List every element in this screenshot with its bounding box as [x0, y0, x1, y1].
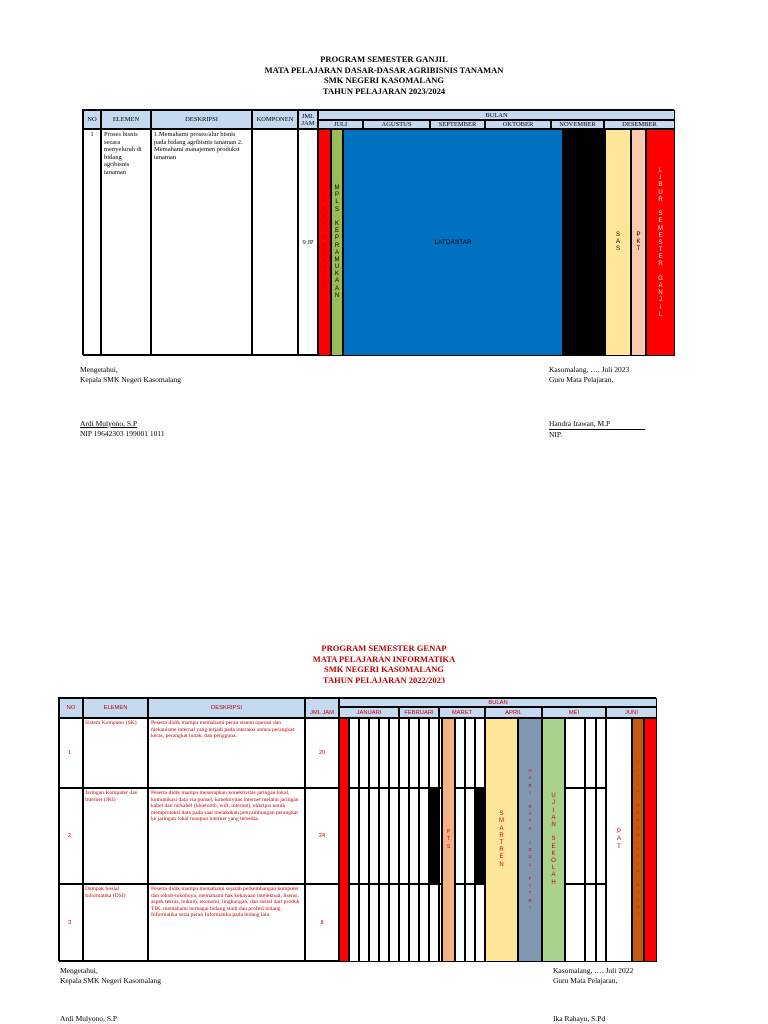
- row-no: 1: [83, 129, 101, 356]
- band-hari-raya: [518, 718, 542, 962]
- week-cell: [389, 718, 399, 788]
- sign-left-line1: Mengetahui,: [60, 966, 98, 975]
- band-pat-text: P A T: [616, 829, 621, 850]
- month-januari: JANUARI: [339, 707, 399, 718]
- band-mpls: [331, 129, 343, 356]
- week-cell: [565, 884, 585, 962]
- sign-left-nip: NIP 19642303 199001 1011: [80, 429, 165, 438]
- doc2-sign-left: [60, 966, 161, 986]
- band-ujian: [542, 718, 565, 962]
- row2-deskripsi: Peserta didik mampu menerapkan konektivitas jaringan lokal, komunikasi data via ponsel, konektivitas internet melalui jaringan kabel dan nirkabel (bluetooth, wifi, internet), enkripsi untuk memproteksi data pada saat melakukan penyambungan perangkat ke jaringan lokal maupun internet yang tersedia.: [148, 788, 305, 884]
- doc1-sign-right: [549, 365, 629, 385]
- band-pkt: [631, 129, 646, 356]
- row3-jam: 8: [305, 884, 339, 962]
- band-orange: [632, 718, 644, 962]
- week-cell: [359, 718, 369, 788]
- week-cell: [399, 884, 409, 962]
- doc2-title: [0, 643, 768, 685]
- week-cell: [475, 718, 485, 788]
- band-pkt-text: P K T: [636, 231, 641, 253]
- month-juni: JUNI: [606, 707, 657, 718]
- week-cell: [369, 788, 379, 884]
- week-cell: [419, 884, 429, 962]
- sign-right-line1: Kasomalang, …. Juli 2022: [553, 966, 634, 975]
- doc2-title-line: PROGRAM SEMESTER GENAP: [321, 643, 447, 653]
- header-no: NO: [59, 698, 83, 718]
- doc1-title-line: PROGRAM SEMESTER GANJIL: [320, 54, 448, 64]
- month-mei: MEI: [542, 707, 606, 718]
- header-jml-jam: JML JAM: [298, 110, 318, 129]
- header-no: NO: [83, 110, 101, 129]
- week-cell: [379, 718, 389, 788]
- week-cell: [409, 884, 419, 962]
- band-libur-semester: [318, 129, 331, 356]
- band-sas: [605, 129, 631, 356]
- week-cell: [379, 884, 389, 962]
- header-deskripsi: DESKRIPSI: [151, 110, 252, 129]
- month-april: APRIL: [485, 707, 542, 718]
- week-cell: [455, 884, 465, 962]
- week-cell: [389, 788, 399, 884]
- header-elemen: ELEMEN: [83, 698, 148, 718]
- band-pat: [606, 718, 632, 962]
- doc2-title-line: SMK NEGERI KASOMALANG: [324, 664, 444, 674]
- week-cell: [475, 884, 485, 962]
- week-cell: [419, 788, 429, 884]
- band-november-black: [563, 129, 605, 356]
- sign-left-name: Ardi Mulyono, S.P: [80, 419, 138, 428]
- doc2-sign-right: [553, 966, 633, 986]
- band-latdastar: LATDASTAR: [343, 129, 563, 356]
- month-desember: DESEMBER: [604, 120, 675, 129]
- row-komponen: [252, 129, 298, 356]
- week-cell: [465, 884, 475, 962]
- header-elemen: ELEMEN: [101, 110, 151, 129]
- row2-elemen: Jaringan Komputer dan Internet (JKI): [83, 788, 148, 884]
- row1-deskripsi: Peserta didik mampu memahami peran sistem operasi dan mekanisme internal yang terjadi pada interaksi antara perangkat keras, perangkat lunak, dan pengguna.: [148, 718, 305, 788]
- month-oktober: OKTOBER: [485, 120, 551, 129]
- month-september: SEPTEMBER: [430, 120, 485, 129]
- band-hari-raya-text: H A R I R A Y A I D U L F I T R I: [528, 768, 532, 910]
- month-februari: FEBRUARI: [399, 707, 439, 718]
- row2-no: 2: [59, 788, 83, 884]
- doc2-title-line: TAHUN PELAJARAN 2022/2023: [322, 674, 446, 685]
- row-jam: 9 JP: [298, 129, 318, 356]
- week-cell: [379, 788, 389, 884]
- week-cell: [349, 884, 359, 962]
- band-red-start: [339, 718, 349, 962]
- week-cell: [359, 788, 369, 884]
- doc2-table: [58, 697, 656, 961]
- week-cell: [565, 718, 585, 788]
- doc1-title-line: SMK NEGERI KASOMALANG: [324, 75, 444, 85]
- row3-elemen: Dampak Sosial Informatika (DSI): [83, 884, 148, 962]
- week-cell: [596, 788, 606, 884]
- row2-jam: 24: [305, 788, 339, 884]
- header-bulan: BULAN: [318, 110, 675, 120]
- row-deskripsi: 1.Memahami proses/alur bisnis pada bidang agribisnis tanaman 2. Memahami manajemen produksi tanaman: [151, 129, 252, 356]
- band-pts: [442, 718, 455, 962]
- sign-right-line1: Kasomalang, …. Juli 2023: [549, 365, 630, 374]
- band-libur-semester-text: L I B U R S E M E S T E R: [322, 192, 327, 292]
- week-cell: [429, 718, 439, 788]
- week-cell: [349, 718, 359, 788]
- week-cell: [475, 788, 485, 884]
- week-cell: [455, 788, 465, 884]
- week-cell: [399, 718, 409, 788]
- row3-no: 3: [59, 884, 83, 962]
- header-komponen: KOMPONEN: [252, 110, 298, 129]
- band-orange-text: T I T I P P E N G O L A H A N N I L A I: [636, 760, 640, 916]
- week-cell: [369, 718, 379, 788]
- doc2-sign-left-name: Ardi Mulyono, S.P: [60, 1014, 118, 1023]
- week-cell: [465, 718, 475, 788]
- row-elemen: Proses bisnis secara menyeluruh di bidang agribisnis tanaman: [101, 129, 151, 356]
- week-cell: [585, 884, 596, 962]
- band-libur-ganjil: [646, 129, 675, 356]
- doc1-sign-left: [80, 365, 181, 385]
- doc1-table: [82, 109, 674, 355]
- week-cell: [409, 788, 419, 884]
- header-deskripsi: DESKRIPSI: [148, 698, 305, 718]
- week-cell: [596, 718, 606, 788]
- sign-right-name: Handra Irawan, M.P: [549, 419, 645, 430]
- week-cell: [419, 718, 429, 788]
- doc1-title-line: MATA PELAJARAN DASAR-DASAR AGRIBISNIS TANAMAN: [264, 64, 504, 75]
- header-bulan: BULAN: [339, 698, 657, 707]
- week-cell: [465, 788, 475, 884]
- sign-right-nip: NIP.: [549, 430, 563, 439]
- doc1-title: [0, 54, 768, 96]
- header-jml-jam: JML JAM: [305, 698, 339, 718]
- sign-left-line2: Kepala SMK Negeri Kasomalang: [60, 976, 162, 985]
- doc1-sign-left-name: [80, 419, 165, 439]
- week-cell: [359, 884, 369, 962]
- row3-deskripsi: Peserta didik mampu memahami sejarah perkembangan komputer dan tokoh-tokohnya, memahami hak kekayaan intelektual, lisensi, aspek teknis, hukum, ekonomi, lingkungan, dan sosial dari produk TIK, memahami berbagai bidang studi dan profesi bidang Informatika serta peran Informatika pada bidang lain.: [148, 884, 305, 962]
- doc2-sign-right-name: Ika Rahayu, S.Pd: [553, 1014, 606, 1023]
- week-cell: [399, 788, 409, 884]
- doc1-sign-right-name: [549, 419, 645, 440]
- sign-right-line2: Guru Mata Pelajaran,: [549, 375, 614, 384]
- month-agustus: AGUSTUS: [363, 120, 430, 129]
- row1-elemen: Sistem Komputer (SK): [83, 718, 148, 788]
- doc1-title-line: TAHUN PELAJARAN 2023/2024: [322, 85, 446, 96]
- band-pts-text: P T S: [446, 829, 451, 850]
- month-juli: JULI: [318, 120, 363, 129]
- month-maret: MARET: [439, 707, 485, 718]
- band-smartren: [485, 718, 518, 962]
- band-red-end: [644, 718, 657, 962]
- sign-left-line2: Kepala SMK Negeri Kasomalang: [80, 375, 182, 384]
- sign-left-line1: Mengetahui,: [80, 365, 118, 374]
- row1-no: 1: [59, 718, 83, 788]
- band-ujian-text: U J I A N S E K O L A H: [551, 793, 556, 886]
- week-cell: [349, 788, 359, 884]
- week-cell: [585, 788, 596, 884]
- week-cell: [429, 884, 439, 962]
- week-cell: [585, 718, 596, 788]
- week-cell: [409, 718, 419, 788]
- week-cell: [565, 788, 585, 884]
- week-cell: [596, 884, 606, 962]
- band-mpls-text: M P L S K E P R A M U K A A N: [334, 185, 340, 299]
- week-cell: [429, 788, 439, 884]
- row1-jam: 20: [305, 718, 339, 788]
- month-november: NOVEMBER: [551, 120, 604, 129]
- sign-right-line2: Guru Mata Pelajaran,: [553, 976, 618, 985]
- band-libur-ganjil-text: L I B U R S E M E S T E R G A N J I L: [658, 168, 663, 318]
- week-cell: [369, 884, 379, 962]
- band-sas-text: S A S: [615, 231, 620, 253]
- band-smartren-text: S M A R T R E N: [499, 811, 504, 868]
- doc2-title-line: MATA PELAJARAN INFORMATIKA: [312, 653, 456, 664]
- week-cell: [455, 718, 465, 788]
- week-cell: [389, 884, 399, 962]
